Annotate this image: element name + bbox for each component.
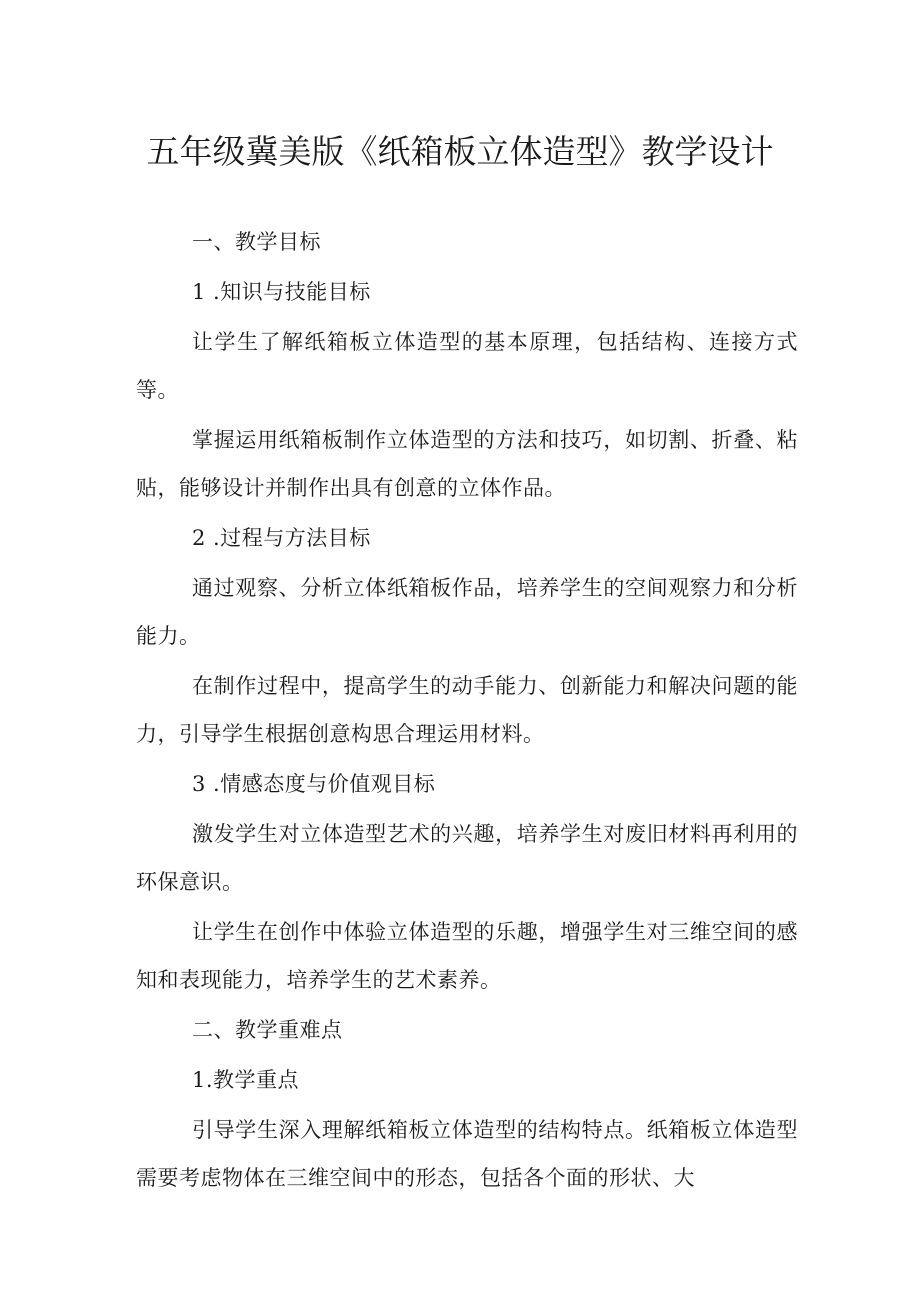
subheading-knowledge-skills: 1 .知识与技能目标 [192, 280, 371, 304]
subheading-teaching-focus: 1.教学重点 [192, 1068, 300, 1092]
body-paragraph: 通过观察、分析立体纸箱板作品，培养学生的空间观察力和分析能力。 [136, 576, 798, 648]
body-paragraph: 引导学生深入理解纸箱板立体造型的结构特点。纸箱板立体造型需要考虑物体在三维空间中的形态，包括各个面的形状、大 [136, 1118, 798, 1190]
body-paragraph: 在制作过程中，提高学生的动手能力、创新能力和解决问题的能力，引导学生根据创意构思合理运用材料。 [136, 674, 798, 746]
document-title: 五年级冀美版《纸箱板立体造型》教学设计 [146, 132, 774, 171]
body-paragraph: 掌握运用纸箱板制作立体造型的方法和技巧，如切割、折叠、粘贴，能够设计并制作出具有创意的立体作品。 [136, 428, 798, 500]
body-paragraph: 激发学生对立体造型艺术的兴趣，培养学生对废旧材料再利用的环保意识。 [136, 822, 798, 894]
section-heading-objectives: 一、教学目标 [192, 230, 321, 254]
body-paragraph: 让学生在创作中体验立体造型的乐趣，增强学生对三维空间的感知和表现能力，培养学生的艺术素养。 [136, 920, 798, 992]
body-paragraph: 让学生了解纸箱板立体造型的基本原理，包括结构、连接方式等。 [136, 330, 798, 402]
section-heading-key-difficult-points: 二、教学重难点 [192, 1018, 343, 1042]
subheading-emotion-values: 3 .情感态度与价值观目标 [192, 772, 436, 796]
subheading-process-method: 2 .过程与方法目标 [192, 526, 371, 550]
document-body [136, 218, 798, 1202]
